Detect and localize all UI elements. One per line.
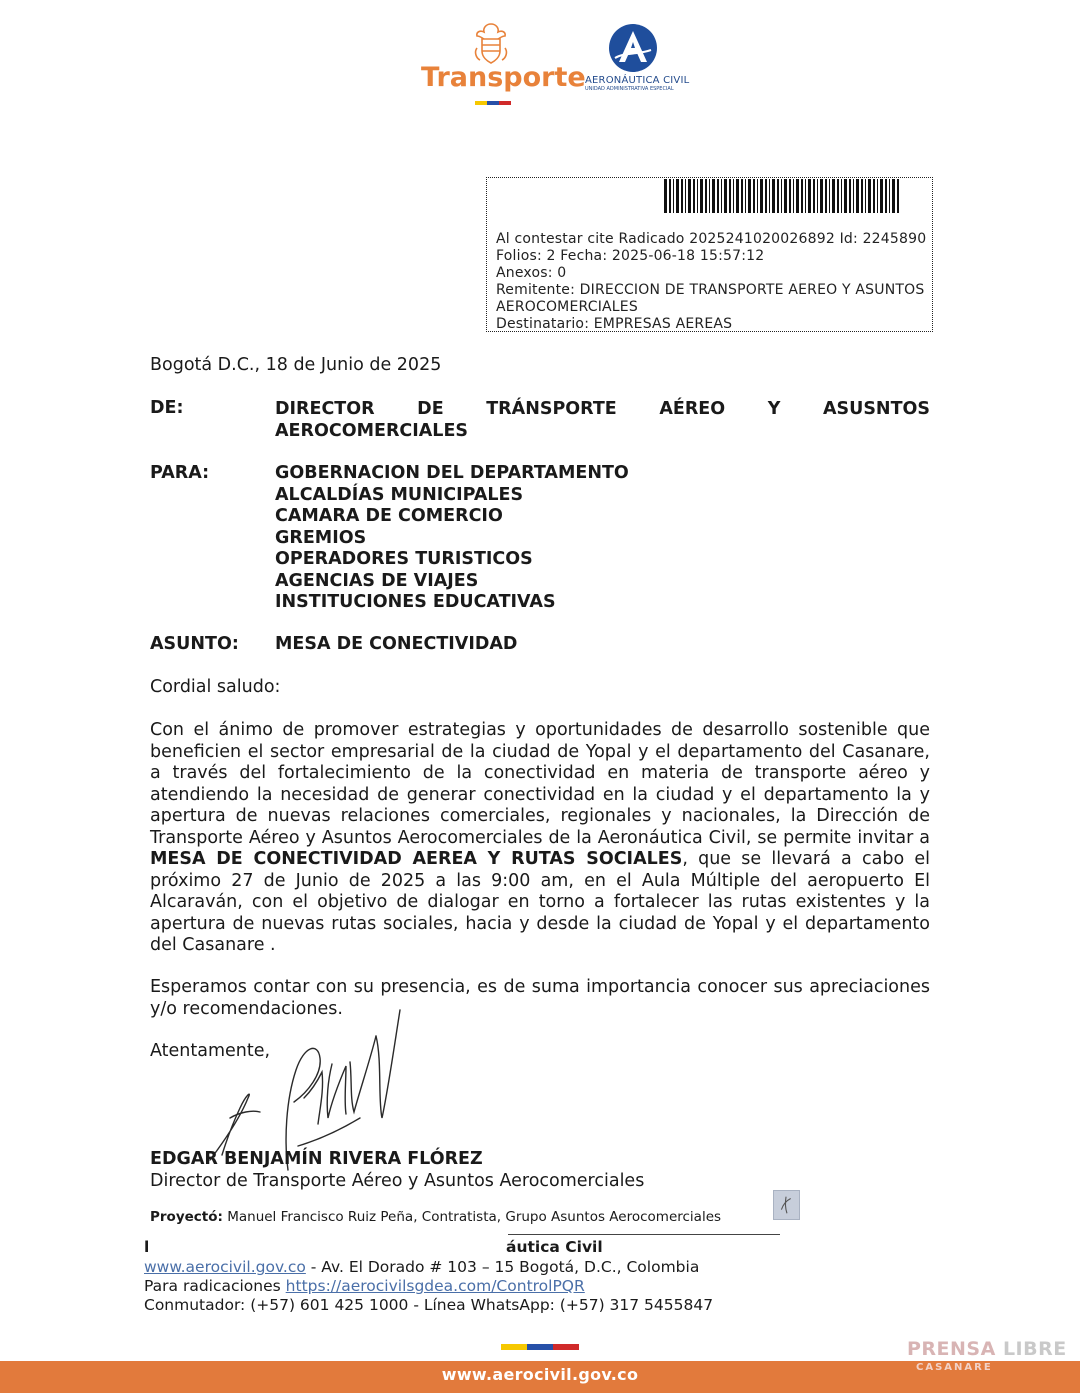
footer-address-line [144,1258,699,1276]
de-value [275,398,930,442]
radicado-line: Al contestar cite Radicado 2025241020026892 Id: 2245890 [496,231,927,247]
proyecto-line [150,1209,721,1225]
radicado-line: Anexos: 0 [496,265,567,281]
proyecto-label: Proyectó: [150,1209,223,1225]
event-name: MESA DE CONECTIVIDAD AEREA Y RUTAS SOCIALES [150,849,683,869]
recipient-item: GOBERNACION DEL DEPARTAMENTO [275,463,629,483]
de-label: DE: [150,398,184,418]
para-label: PARA: [150,463,210,483]
de-value-line: AEROCOMERCIALES [275,421,469,441]
watermark-title [907,1338,1067,1360]
asunto-value: MESA DE CONECTIVIDAD [275,634,518,654]
aerocivil-logo-icon [607,22,659,74]
radicaciones-link[interactable]: https://aerocivilsgdea.com/ControlPQR [285,1277,585,1295]
watermark-word: PRENSA [907,1338,996,1360]
recipient-item: INSTITUCIONES EDUCATIVAS [275,592,556,612]
recipient-item: ALCALDÍAS MUNICIPALES [275,484,524,505]
greeting: Cordial saludo: [150,677,281,697]
footer-band-url[interactable]: www.aerocivil.gov.co [441,1365,639,1384]
separator-line [508,1234,780,1235]
footer-conmutador: Conmutador: (+57) 601 425 1000 - Línea WhatsApp: (+57) 317 5455847 [144,1296,714,1314]
paragraph-text: Con el ánimo de promover estrategias y oportunidades de desarrollo sostenible que beneficien el sector empresarial de la ciudad de Yopal y el departamento del Casanare, a través del fortalecimiento de la conectividad en materia de transporte aéreo y atendiendo la necesidad de generar conectividad en la ciudad y el departamento la y apertura de nuevas relaciones comerciales, regionales y nacionales, la Dirección de Transporte Aéreo y Asuntos Aerocomerciales de la Aeronáutica Civil, se permite invitar a [150,720,930,848]
website-link[interactable]: www.aerocivil.gov.co [144,1258,306,1276]
closing-salutation: Atentamente, [150,1041,271,1061]
barcode-icon [664,179,902,213]
radicaciones-label: Para radicaciones [144,1277,286,1295]
footer-flag-bar [501,1344,579,1350]
colombia-flag-bar [475,101,511,105]
footer-org-fragment: áutica Civil [506,1238,603,1256]
transporte-logo-text: Transporte [421,62,586,93]
letter-date: Bogotá D.C., 18 de Junio de 2025 [150,355,442,375]
recipient-item: AGENCIAS DE VIAJES [275,570,479,591]
radicado-line: Folios: 2 Fecha: 2025-06-18 15:57:12 [496,248,765,264]
digital-signature-stamp-icon [773,1190,800,1220]
recipient-item: GREMIOS [275,527,367,548]
invitation-paragraph [150,720,930,957]
recipients-list [275,463,629,614]
footer-radicaciones-line [144,1277,585,1295]
aerocivil-logo-subtitle: UNIDAD ADMINISTRATIVA ESPECIAL [585,86,674,92]
paragraph-text: , que se llevará a cabo el próximo 27 de Junio de 2025 a las 9:00 am, en el Aula Múltiple del aeropuerto El Alcaraván, con el objetivo de dialogar en torno a fortalecer las rutas existentes y la apertura de nuevas rutas sociales, hacia y desde la ciudad de Yopal y el departamento del Casanare . [150,849,930,955]
signer-name: EDGAR BENJAMÍN RIVERA FLÓREZ [150,1149,483,1169]
asunto-label: ASUNTO: [150,634,239,654]
proyecto-value: Manuel Francisco Ruiz Peña, Contratista, Grupo Asuntos Aerocomerciales [222,1209,722,1225]
colombia-coat-of-arms-icon [468,20,514,66]
signer-title: Director de Transporte Aéreo y Asuntos Aerocomerciales [150,1171,645,1191]
recipient-item: CAMARA DE COMERCIO [275,506,503,526]
closing-paragraph: Esperamos contar con su presencia, es de suma importancia conocer sus apreciaciones y/o recomendaciones. [150,977,930,1019]
footer-fragment: l [144,1238,150,1256]
radicado-line: AEROCOMERCIALES [496,299,638,315]
aerocivil-logo-name: AERONÁUTICA CIVIL [585,75,690,86]
address-text: - Av. El Dorado # 103 – 15 Bogotá, D.C., Colombia [305,1258,700,1276]
recipient-item: OPERADORES TURISTICOS [275,549,533,569]
radicado-details [496,231,926,333]
watermark-word: LIBRE [1002,1338,1067,1360]
de-value-line: DIRECTOR DE TRÁNSPORTE AÉREO Y ASUSNTOS [275,399,930,419]
watermark-subtitle: CASANARE [916,1362,993,1373]
radicado-line: Destinatario: EMPRESAS AEREAS [496,316,733,332]
radicado-line: Remitente: DIRECCION DE TRANSPORTE AEREO Y ASUNTOS [496,282,925,298]
